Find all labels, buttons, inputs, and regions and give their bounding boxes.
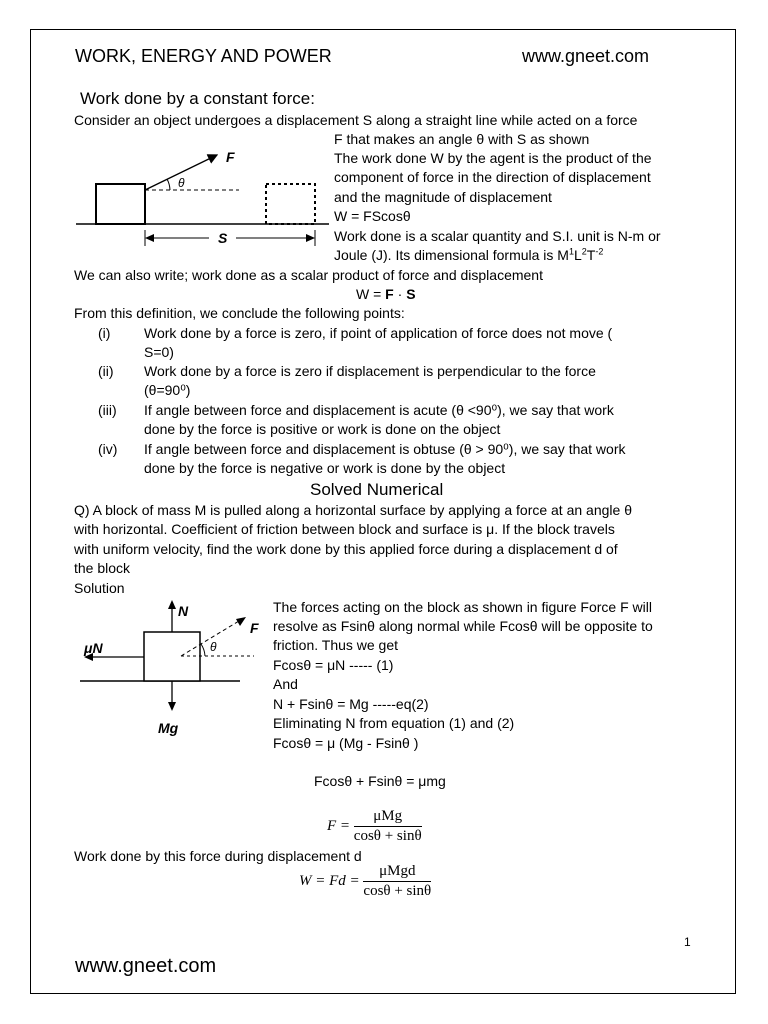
work-equation: W = Fd = $\frac{\text{μMgd}}{\cos\theta + \sin\theta}$ <box>299 863 432 899</box>
force-label: F <box>226 149 235 165</box>
equation-substituted: Fcosθ = μ (Mg - Fsinθ ) <box>273 735 419 751</box>
work-formula: W = FScosθ <box>334 208 411 224</box>
angle-label: θ <box>178 176 185 190</box>
intro-line-2: F that makes an angle θ with S as shown <box>334 131 590 147</box>
point-text: If angle between force and displacement is acute (θ <90⁰), we say that work <box>144 402 614 418</box>
intro-line-1: Consider an object undergoes a displacement S along a straight line while acted on a force <box>74 112 638 128</box>
block-final <box>266 184 315 224</box>
question-line-1: Q) A block of mass M is pulled along a horizontal surface by applying a force at an angle θ <box>74 502 632 518</box>
page-number: 1 <box>684 935 691 949</box>
document-title: WORK, ENERGY AND POWER <box>75 46 332 66</box>
footer-website: www.gneet.com <box>75 955 217 977</box>
point-text: Work done by a force is zero, if point of application of force does not move ( <box>144 325 613 341</box>
block <box>144 632 200 681</box>
dimensional-formula: Joule (J). Its dimensional formula is $M^1L^2T^{-2}$ <box>334 246 604 263</box>
normal-force-label: N <box>178 603 189 619</box>
equation-1: Fcosθ = μN ----- (1) <box>273 657 394 673</box>
point-text: done by the force is positive or work is done on the object <box>144 421 501 437</box>
dot-product-equation: W = F · S <box>356 286 416 302</box>
point-number: (iii) <box>98 402 117 418</box>
equation-2: N + Fsinθ = Mg -----eq(2) <box>273 696 429 712</box>
work-fraction: $\frac{\text{μMgd}}{\cos\theta + \sin\theta}$ <box>363 863 432 899</box>
solution-line-1: The forces acting on the block as shown in figure Force F will <box>273 599 652 615</box>
explain-line-2: component of force in the direction of displacement <box>334 169 651 185</box>
solved-numerical-heading: Solved Numerical <box>310 480 444 499</box>
displacement-label: S <box>218 230 228 246</box>
point-number: (i) <box>98 325 111 341</box>
explain-line-5: Work done is a scalar quantity and S.I. unit is N-m or <box>334 228 661 244</box>
angle-arc <box>167 179 170 190</box>
work-done-line: Work done by this force during displacement d <box>74 848 362 864</box>
point-text: Work done by a force is zero if displacement is perpendicular to the force <box>144 363 596 379</box>
solution-line-eliminate: Eliminating N from equation (1) and (2) <box>273 715 515 731</box>
point-number: (iv) <box>98 441 118 457</box>
question-line-2: with horizontal. Coefficient of friction between block and surface is μ. If the block travels <box>74 521 615 537</box>
equation-sum: Fcosθ + Fsinθ = μmg <box>314 773 446 789</box>
point-text: If angle between force and displacement is obtuse (θ > 90⁰), we say that work <box>144 441 626 457</box>
solution-line-3: friction. Thus we get <box>273 637 399 653</box>
free-body-diagram <box>74 595 270 740</box>
weight-label: Mg <box>158 720 179 736</box>
conclusion-line: From this definition, we conclude the following points: <box>74 305 405 321</box>
scalar-product-line: We can also write; work done as a scalar product of force and displacement <box>74 267 543 283</box>
question-line-4: the block <box>74 560 131 576</box>
explain-line-1: The work done W by the agent is the product of the <box>334 150 652 166</box>
solution-label: Solution <box>74 580 125 596</box>
explain-line-3: and the magnitude of displacement <box>334 189 552 205</box>
header-website: www.gneet.com <box>522 46 650 66</box>
force-equation: F = $\frac{\text{μMg}}{\cos\theta + \sin\theta}$ <box>327 808 422 844</box>
force-label: F <box>250 620 259 636</box>
block-initial <box>96 184 145 224</box>
point-number: (ii) <box>98 363 114 379</box>
solution-line-and: And <box>273 676 298 692</box>
point-text: S=0) <box>144 344 174 360</box>
question-line-3: with uniform velocity, find the work done by this applied force during a displacement d of <box>74 541 618 557</box>
force-fraction: $\frac{\text{μMg}}{\cos\theta + \sin\theta}$ <box>353 808 422 844</box>
solution-line-2: resolve as Fsinθ along normal while Fcosθ will be opposite to <box>273 618 653 634</box>
point-text: done by the force is negative or work is done by the object <box>144 460 506 476</box>
point-text: (θ=90⁰) <box>144 382 191 398</box>
displacement-diagram <box>74 146 334 250</box>
angle-label: θ <box>210 640 217 654</box>
section-heading: Work done by a constant force: <box>80 89 315 108</box>
friction-label: μN <box>84 640 103 656</box>
